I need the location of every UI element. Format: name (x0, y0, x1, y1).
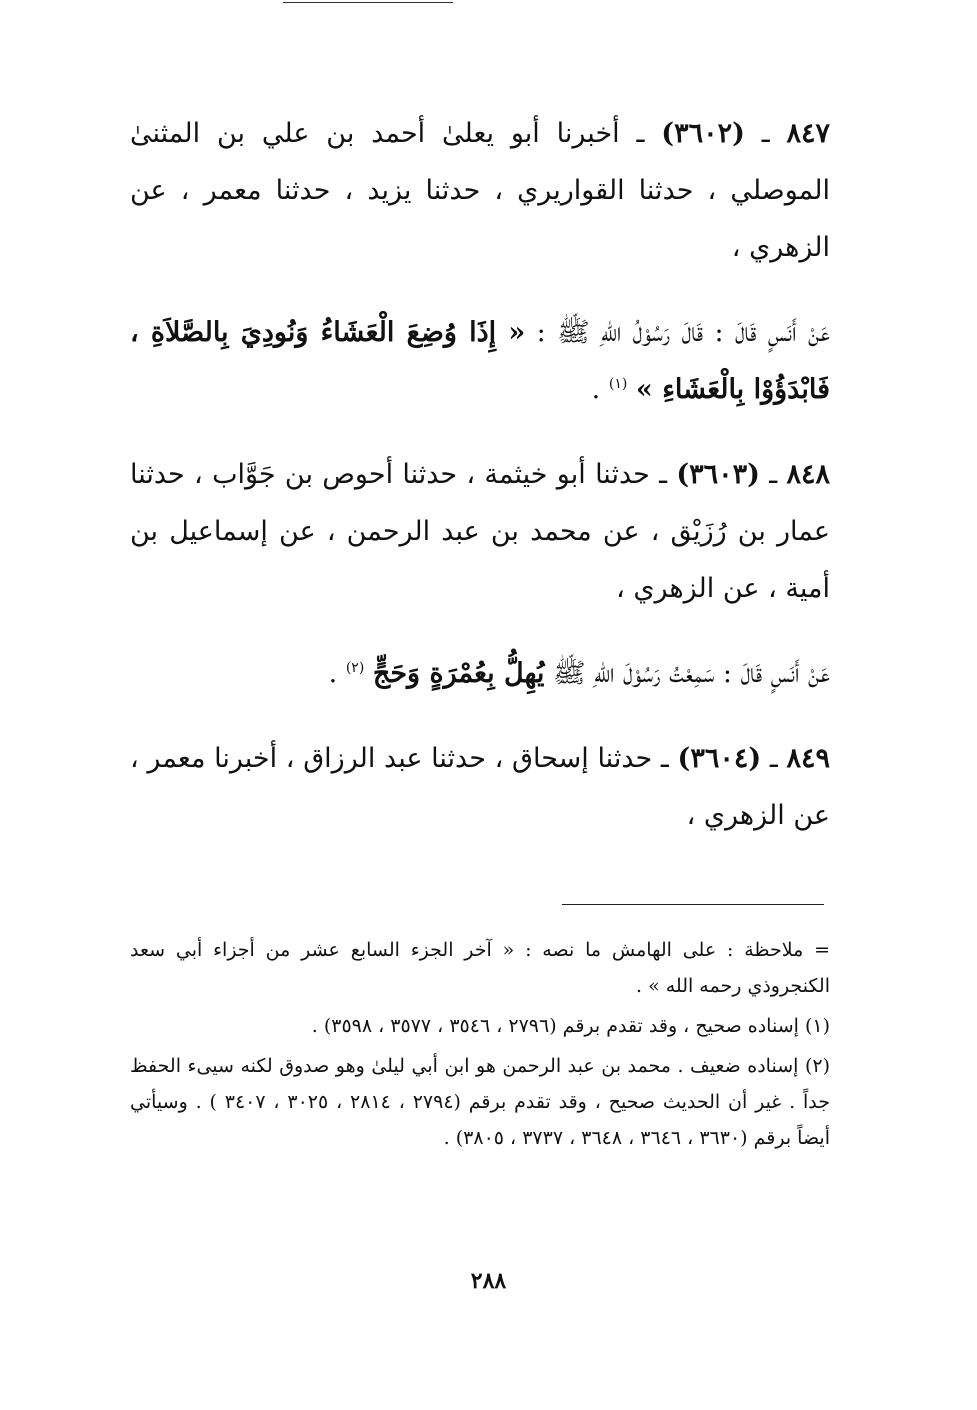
matn-intro: عَنْ أَنَسٍ قَالَ : سَمِعْتُ رَسُوْلَ اللهِ ﷺ (553, 658, 830, 689)
footnote-1: (١) إسناده صحيح ، وقد تقدم برقم (٢٧٩٦ ، ٣٥٤٦ ، ٣٥٧٧ ، ٣٥٩٨) . (311, 1015, 830, 1037)
entry-847-isnad (130, 105, 830, 276)
entry-number: ٨٤٧ (786, 118, 831, 149)
sentence-end: . (328, 658, 338, 689)
footnote-2: (٢) إسناده ضعيف . محمد بن عبد الرحمن هو ابن أبي ليلىٰ وهو صدوق لكنه سيىء الحفظ جداً . غير أن الحديث صحيح ، وقد تقدم برقم (٢٧٩٤ ، ٢٨١٤ ، ٣٠٢٥ ، ٣٤٠٧ ) . وسيأتي أيضاً برقم (٣٦٣٠ ، ٣٦٤٦ ، ٣٦٤٨ ، ٣٧٣٧ ، ٣٨٠٥) . (130, 1055, 830, 1149)
entry-847-matn (130, 304, 830, 418)
entry-ref: (٣٦٠٤) (677, 743, 762, 774)
isnad-text: حدثنا أبو خيثمة ، حدثنا أحوص بن جَوَّاب ، حدثنا عمار بن رُزَيْق ، عن محمد بن عبد الرحمن ، عن إسماعيل بن أمية ، عن الزهري ، (130, 459, 830, 604)
footnote-marker: (١) (608, 376, 628, 392)
isnad-text: حدثنا إسحاق ، حدثنا عبد الرزاق ، أخبرنا معمر ، عن الزهري ، (130, 743, 830, 831)
footnote-marker: (٢) (345, 660, 365, 676)
top-rule (283, 2, 453, 3)
entry-ref: (٣٦٠٣) (676, 459, 760, 490)
entry-number: ٨٤٨ (786, 459, 831, 490)
entry-number: ٨٤٩ (786, 743, 830, 774)
separator: ـ (636, 118, 645, 149)
matn-quote: يُهِلُّ بِعُمْرَةٍ وَحَجٍّ (372, 658, 545, 689)
separator: ـ (659, 459, 668, 490)
main-text (130, 105, 830, 844)
separator: ـ (769, 743, 778, 774)
footnote-continuation: = ملاحظة : على الهامش ما نصه : « آخر الجزء السابع عشر من أجزاء أبي سعد الكنجروذي رحمه الله » . (130, 939, 830, 997)
separator: ـ (660, 743, 669, 774)
entry-ref: (٣٦٠٢) (661, 118, 745, 149)
footnote-separator (562, 904, 824, 905)
entry-848-matn (130, 645, 830, 702)
page-number: ٢٨٨ (470, 1268, 507, 1294)
footnotes (130, 932, 830, 1160)
separator: ـ (761, 118, 770, 149)
separator: ـ (769, 459, 778, 490)
sentence-end: . (591, 374, 601, 405)
entry-848-isnad (130, 446, 830, 617)
matn-quote: « إِذَا وُضِعَ الْعَشَاءُ وَنُودِيَ بِالصَّلاَةِ ، فَابْدَؤُوْا بِالْعَشَاءِ » (130, 317, 830, 405)
entry-849-isnad (130, 730, 830, 844)
isnad-text: أخبرنا أبو يعلىٰ أحمد بن علي بن المثنىٰ الموصلي ، حدثنا القواريري ، حدثنا يزيد ، حدثنا معمر ، عن الزهري ، (130, 118, 830, 263)
matn-intro: عَنْ أَنَسٍ قَالَ : قَالَ رَسُوْلُ اللهِ ﷺ : (536, 317, 830, 348)
